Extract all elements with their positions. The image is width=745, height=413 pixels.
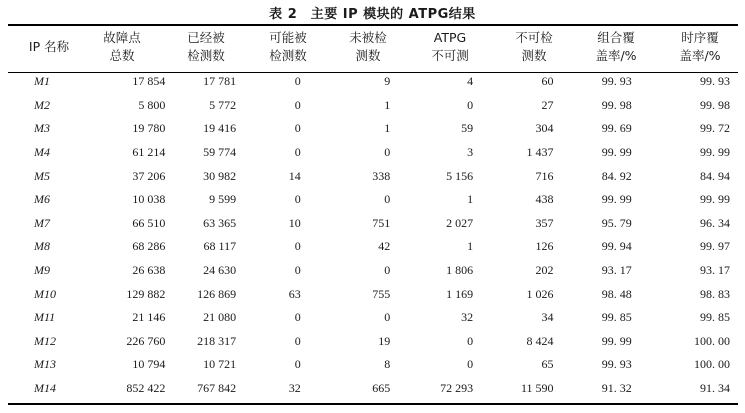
value-cell: 304 (535, 121, 554, 136)
header-line: 可能被 (269, 30, 307, 45)
value-cell: 5 772 (209, 97, 237, 112)
value-cell: 99. 93 (700, 74, 730, 89)
value-cell: 126 869 (197, 286, 237, 301)
ip-name-cell: M5 (34, 168, 50, 183)
value-cell: 338 (372, 168, 391, 183)
value-cell: 100. 00 (694, 333, 730, 348)
ip-name-cell: M10 (34, 286, 56, 301)
value-cell: 100. 00 (694, 357, 730, 372)
value-cell: 68 117 (203, 239, 237, 254)
value-cell: 99. 99 (601, 145, 632, 160)
value-cell: 10 721 (203, 357, 237, 372)
value-cell: 99. 99 (601, 192, 632, 207)
value-cell: 202 (535, 263, 554, 278)
value-cell: 91. 32 (601, 381, 632, 396)
table-row (8, 164, 738, 188)
table-row (8, 306, 738, 330)
value-cell: 26 638 (132, 263, 166, 278)
value-cell: 0 (467, 357, 474, 372)
value-cell: 0 (294, 121, 301, 136)
value-cell: 17 781 (203, 74, 237, 89)
ip-name-cell: M6 (34, 192, 50, 207)
value-cell: 72 293 (440, 381, 474, 396)
value-cell: 65 (541, 357, 554, 372)
value-cell: 32 (461, 310, 474, 325)
value-cell: 1 169 (446, 286, 474, 301)
value-cell: 99. 99 (700, 145, 730, 160)
value-cell: 19 416 (203, 121, 237, 136)
value-cell: 0 (294, 145, 301, 160)
value-cell: 767 842 (197, 381, 237, 396)
value-cell: 37 206 (132, 168, 166, 183)
header-line: 故障点 (103, 30, 141, 45)
header-undetectable (504, 29, 564, 69)
header-not-detected (338, 29, 398, 69)
header-atpg-untestable (420, 29, 480, 69)
value-cell: 129 882 (126, 286, 166, 301)
value-cell: 96. 34 (700, 215, 730, 230)
value-cell: 93. 17 (601, 263, 632, 278)
header-line: 未被检 (349, 30, 387, 45)
value-cell: 17 854 (132, 74, 166, 89)
table-row (8, 94, 738, 118)
value-cell: 84. 92 (601, 168, 632, 183)
value-cell: 716 (535, 168, 554, 183)
value-cell: 1 026 (526, 286, 554, 301)
value-cell: 126 (535, 239, 554, 254)
bottom-rule (8, 403, 738, 405)
value-cell: 99. 93 (601, 74, 632, 89)
value-cell: 5 156 (446, 168, 474, 183)
value-cell: 1 (384, 97, 391, 112)
table-row (8, 117, 738, 141)
value-cell: 1 437 (526, 145, 554, 160)
value-cell: 34 (541, 310, 554, 325)
value-cell: 99. 72 (700, 121, 730, 136)
atpg-results-table (8, 70, 738, 400)
value-cell: 3 (467, 145, 474, 160)
table-row (8, 282, 738, 306)
header-comb-coverage (584, 29, 648, 69)
value-cell: 1 (384, 121, 391, 136)
ip-name-cell: M4 (34, 145, 50, 160)
header-line: 不可检 (515, 30, 553, 45)
value-cell: 9 (384, 74, 391, 89)
value-cell: 1 806 (446, 263, 474, 278)
ip-name-cell: M9 (34, 263, 50, 278)
value-cell: 0 (384, 192, 391, 207)
value-cell: 0 (384, 145, 391, 160)
value-cell: 24 630 (203, 263, 237, 278)
value-cell: 19 780 (132, 121, 166, 136)
value-cell: 9 599 (209, 192, 237, 207)
header-line: 时序覆 (681, 30, 719, 45)
value-cell: 93. 17 (700, 263, 730, 278)
value-cell: 0 (294, 74, 301, 89)
value-cell: 98. 83 (700, 286, 730, 301)
value-cell: 10 038 (132, 192, 166, 207)
value-cell: 99. 94 (601, 239, 632, 254)
value-cell: 63 365 (203, 215, 237, 230)
value-cell: 0 (384, 310, 391, 325)
table-row (8, 259, 738, 283)
value-cell: 11 590 (520, 381, 554, 396)
value-cell: 99. 99 (700, 192, 730, 207)
value-cell: 99. 93 (601, 357, 632, 372)
value-cell: 4 (467, 74, 474, 89)
value-cell: 84. 94 (700, 168, 730, 183)
value-cell: 5 800 (138, 97, 166, 112)
value-cell: 0 (294, 333, 301, 348)
value-cell: 751 (372, 215, 391, 230)
header-line: IP 名称 (28, 39, 70, 54)
value-cell: 99. 69 (601, 121, 632, 136)
header-detected (176, 29, 236, 69)
value-cell: 0 (384, 263, 391, 278)
ip-name-cell: M7 (34, 215, 50, 230)
table-row (8, 353, 738, 377)
value-cell: 99. 99 (601, 333, 632, 348)
value-cell: 30 982 (203, 168, 237, 183)
ip-name-cell: M2 (34, 97, 50, 112)
value-cell: 42 (378, 239, 391, 254)
value-cell: 2 027 (446, 215, 474, 230)
value-cell: 32 (288, 381, 301, 396)
value-cell: 0 (294, 310, 301, 325)
header-fault-total (92, 29, 152, 69)
value-cell: 226 760 (126, 333, 166, 348)
value-cell: 21 080 (203, 310, 237, 325)
table-row (8, 188, 738, 212)
header-line: 盖率/% (595, 48, 637, 63)
value-cell: 95. 79 (601, 215, 632, 230)
value-cell: 0 (294, 263, 301, 278)
ip-name-cell: M11 (34, 310, 56, 325)
value-cell: 8 424 (526, 333, 554, 348)
value-cell: 10 794 (132, 357, 166, 372)
header-line: 组合覆 (597, 30, 635, 45)
value-cell: 0 (467, 333, 474, 348)
header-line: 检测数 (187, 48, 225, 63)
ip-name-cell: M13 (34, 357, 56, 372)
value-cell: 98. 48 (601, 286, 632, 301)
value-cell: 0 (294, 192, 301, 207)
value-cell: 99. 98 (700, 97, 730, 112)
value-cell: 59 (461, 121, 474, 136)
value-cell: 27 (541, 97, 554, 112)
value-cell: 8 (384, 357, 391, 372)
value-cell: 14 (288, 168, 301, 183)
value-cell: 59 774 (203, 145, 237, 160)
value-cell: 852 422 (126, 381, 166, 396)
ip-name-cell: M12 (34, 333, 56, 348)
ip-name-cell: M1 (34, 74, 50, 89)
value-cell: 60 (541, 74, 554, 89)
ip-name-cell: M8 (34, 239, 50, 254)
value-cell: 21 146 (132, 310, 166, 325)
table-row (8, 330, 738, 354)
value-cell: 10 (288, 215, 301, 230)
value-cell: 99. 98 (601, 97, 632, 112)
ip-name-cell: M3 (34, 121, 50, 136)
value-cell: 1 (467, 239, 474, 254)
value-cell: 91. 34 (700, 381, 730, 396)
value-cell: 665 (372, 381, 391, 396)
header-line: ATPG (433, 30, 467, 45)
value-cell: 0 (294, 357, 301, 372)
value-cell: 68 286 (132, 239, 166, 254)
value-cell: 357 (535, 215, 554, 230)
header-line: 不可测 (431, 48, 469, 63)
header-line: 总数 (109, 48, 135, 63)
table-body (8, 70, 738, 400)
table-row (8, 377, 738, 401)
top-rule (8, 24, 738, 26)
header-line: 测数 (521, 48, 547, 63)
header-line: 测数 (355, 48, 381, 63)
value-cell: 218 317 (197, 333, 237, 348)
value-cell: 438 (535, 192, 554, 207)
value-cell: 61 214 (132, 145, 166, 160)
table-row (8, 212, 738, 236)
value-cell: 0 (294, 239, 301, 254)
value-cell: 99. 97 (700, 239, 730, 254)
value-cell: 99. 85 (700, 310, 730, 325)
value-cell: 0 (294, 97, 301, 112)
value-cell: 19 (378, 333, 391, 348)
header-seq-coverage (668, 29, 732, 69)
value-cell: 66 510 (132, 215, 166, 230)
table-row (8, 70, 738, 94)
table-row (8, 141, 738, 165)
ip-name-cell: M14 (34, 381, 56, 396)
value-cell: 755 (372, 286, 391, 301)
header-line: 已经被 (187, 30, 225, 45)
value-cell: 0 (467, 97, 474, 112)
header-line: 检测数 (269, 48, 307, 63)
header-possibly-detected (258, 29, 318, 69)
value-cell: 1 (467, 192, 474, 207)
header-line: 盖率/% (679, 48, 721, 63)
table-row (8, 235, 738, 259)
value-cell: 63 (288, 286, 301, 301)
table-caption: 表 2 主要 IP 模块的 ATPG结果 (269, 7, 476, 22)
value-cell: 99. 85 (601, 310, 632, 325)
